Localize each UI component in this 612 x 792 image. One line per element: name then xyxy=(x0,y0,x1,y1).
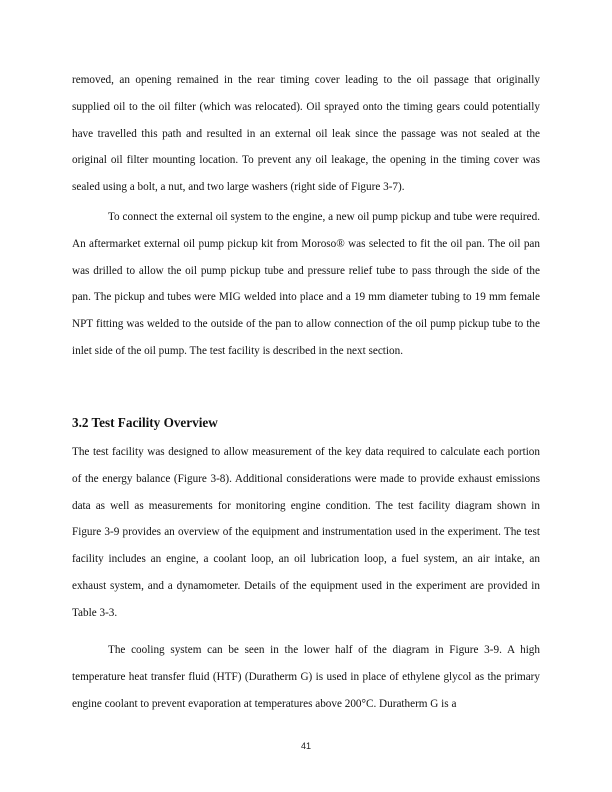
section-heading: 3.2 Test Facility Overview xyxy=(72,415,218,430)
paragraph-cooling-system: The cooling system can be seen in the lower half of the diagram in Figure 3-9. A high temperature heat transfer fluid (HTF) (Duratherm G) is used in place of ethylene glycol as the primary engine coolant to prevent evaporation at temperatures above 200°C. Duratherm G is a xyxy=(72,644,540,710)
page-number: 41 xyxy=(300,741,311,751)
paragraph-oil-pickup: To connect the external oil system to the engine, a new oil pump pickup and tube were required. An aftermarket external oil pump pickup kit from Moroso® was selected to fit the oil pan. The oil pan was drilled to allow the oil pump pickup tube and pressure relief tube to pass through the side of the pan. The pickup and tubes were MIG welded into place and a 19 mm diameter tubing to 19 mm female NPT fitting was welded to the outside of the pan to allow connection of the oil pump pickup tube to the inlet side of the oil pump. The test facility is described in the next section. xyxy=(72,211,540,357)
paragraph-test-facility: The test facility was designed to allow measurement of the key data required to calculate each portion of the energy balance (Figure 3-8). Additional considerations were made to provide exhaust emissions data as well as measurements for monitoring engine condition. The test facility diagram shown in Figure 3-9 provides an overview of the equipment and instrumentation used in the experiment. The test facility includes an engine, a coolant loop, an oil lubrication loop, a fuel system, an air intake, an exhaust system, and a dynamometer. Details of the equipment used in the experiment are provided in Table 3-3. xyxy=(72,446,540,619)
paragraph-timing-cover: removed, an opening remained in the rear timing cover leading to the oil passage that originally supplied oil to the oil filter (which was relocated). Oil sprayed onto the timing gears could potentially have travelled this path and resulted in an external oil leak since the passage was not sealed at the original oil filter mounting location. To prevent any oil leakage, the opening in the timing cover was sealed using a bolt, a nut, and two large washers (right side of Figure 3-7). xyxy=(72,74,540,194)
